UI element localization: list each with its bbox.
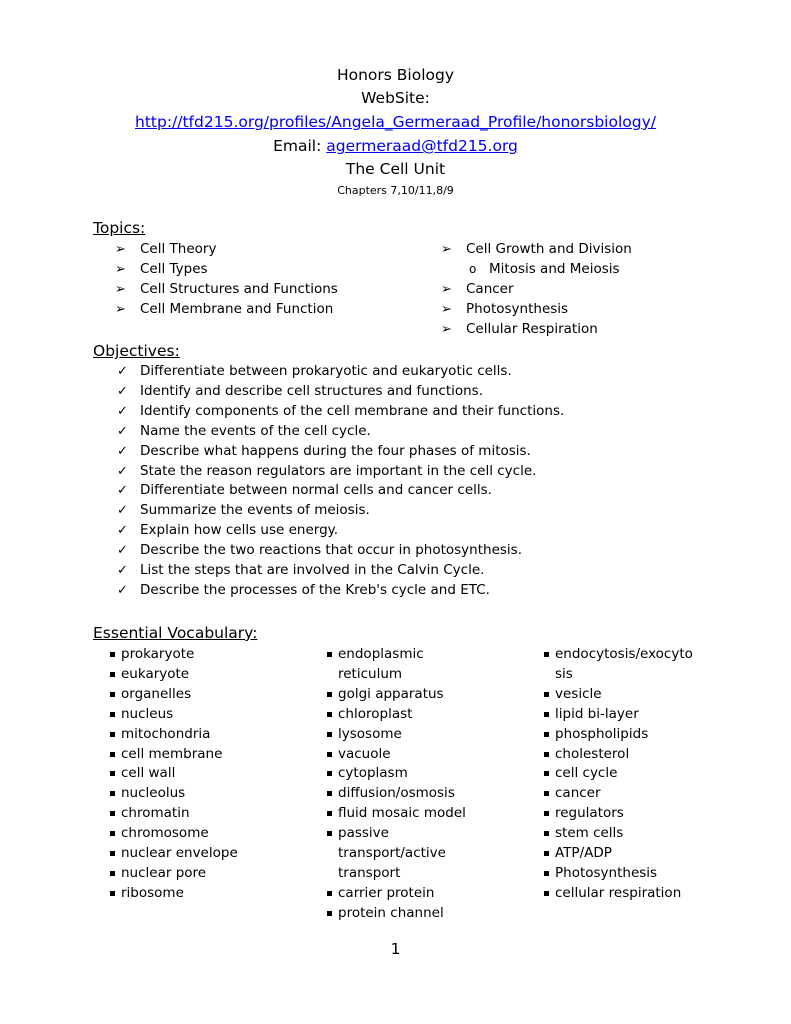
website-label: WebSite:: [361, 89, 430, 107]
list-item: ✓ Differentiate between normal cells and cancer cells.: [115, 481, 564, 501]
square-bullet-icon: [110, 652, 115, 657]
list-item: mitochondria: [110, 725, 238, 745]
list-item: ✓ Describe what happens during the four phases of mitosis.: [115, 442, 564, 462]
list-item: ➢ Cell Growth and Division: [441, 240, 632, 260]
list-item-continuation: transport: [338, 864, 401, 881]
square-bullet-icon: [327, 692, 332, 697]
list-item: nuclear pore: [110, 864, 238, 884]
check-icon: ✓: [117, 582, 128, 598]
square-bullet-icon: [327, 752, 332, 757]
list-item: ✓ Identify and describe cell structures and functions.: [115, 382, 564, 402]
list-item: fluid mosaic model: [327, 804, 466, 824]
square-bullet-icon: [544, 771, 549, 776]
list-item: diffusion/osmosis: [327, 784, 466, 804]
square-bullet-icon: [110, 811, 115, 816]
list-item: protein channel: [327, 904, 466, 924]
square-bullet-icon: [110, 891, 115, 896]
list-item-continuation: sis: [555, 665, 573, 682]
email-line: [0, 137, 791, 155]
objectives-heading: Objectives:: [93, 342, 180, 360]
check-icon: ✓: [117, 563, 128, 579]
list-item: ✓ Name the events of the cell cycle.: [115, 422, 564, 442]
arrow-bullet-icon: ➢: [441, 281, 452, 297]
list-item: ➢ Cancer: [441, 280, 632, 300]
list-item: ➢ Cellular Respiration: [441, 320, 632, 340]
square-bullet-icon: [544, 692, 549, 697]
check-icon: ✓: [117, 443, 128, 459]
list-item: eukaryote: [110, 665, 238, 685]
square-bullet-icon: [544, 871, 549, 876]
square-bullet-icon: [327, 771, 332, 776]
list-item: prokaryote: [110, 645, 238, 665]
list-item: ✓ List the steps that are involved in the Calvin Cycle.: [115, 561, 564, 581]
list-item: ➢ Photosynthesis: [441, 300, 632, 320]
square-bullet-icon: [327, 811, 332, 816]
list-item: chromosome: [110, 824, 238, 844]
list-item: ✓ State the reason regulators are important in the cell cycle.: [115, 462, 564, 482]
arrow-bullet-icon: ➢: [441, 301, 452, 317]
list-item: cell wall: [110, 764, 238, 784]
square-bullet-icon: [327, 831, 332, 836]
list-item: passive: [327, 824, 466, 844]
list-item: ✓ Describe the two reactions that occur in photosynthesis.: [115, 541, 564, 561]
list-item: vacuole: [327, 745, 466, 765]
list-item: phospholipids: [544, 725, 693, 745]
list-item: regulators: [544, 804, 693, 824]
square-bullet-icon: [327, 652, 332, 657]
list-item: cell cycle: [544, 764, 693, 784]
list-item: ➢ Cell Theory: [115, 240, 338, 260]
square-bullet-icon: [110, 672, 115, 677]
list-item: ✓ Describe the processes of the Kreb's cycle and ETC.: [115, 581, 564, 601]
list-item: ribosome: [110, 884, 238, 904]
list-item: carrier protein: [327, 884, 466, 904]
arrow-bullet-icon: ➢: [441, 321, 452, 337]
square-bullet-icon: [110, 732, 115, 737]
list-item: nuclear envelope: [110, 844, 238, 864]
list-item: organelles: [110, 685, 238, 705]
list-item: ATP/ADP: [544, 844, 693, 864]
vocab-column-1: [110, 645, 238, 904]
page-number: 1: [390, 940, 401, 958]
list-item: cholesterol: [544, 745, 693, 765]
list-item-continuation: reticulum: [338, 665, 403, 682]
list-item: Photosynthesis: [544, 864, 693, 884]
square-bullet-icon: [327, 712, 332, 717]
square-bullet-icon: [327, 791, 332, 796]
square-bullet-icon: [544, 752, 549, 757]
circle-bullet-icon: o: [469, 261, 477, 276]
list-item: cellular respiration: [544, 884, 693, 904]
list-item: ✓ Identify components of the cell membrane and their functions.: [115, 402, 564, 422]
arrow-bullet-icon: ➢: [115, 281, 126, 297]
list-item: vesicle: [544, 685, 693, 705]
list-item: chloroplast: [327, 705, 466, 725]
arrow-bullet-icon: ➢: [115, 242, 126, 257]
square-bullet-icon: [544, 811, 549, 816]
list-item: ✓ Summarize the events of meiosis.: [115, 501, 564, 521]
website-link[interactable]: http://tfd215.org/profiles/Angela_Germeraad_Profile/honorsbiology/: [135, 113, 656, 131]
list-item: cancer: [544, 784, 693, 804]
square-bullet-icon: [110, 791, 115, 796]
check-icon: ✓: [117, 423, 128, 439]
square-bullet-icon: [544, 851, 549, 856]
vocab-column-3: [544, 645, 693, 904]
list-item: ➢ Cell Membrane and Function: [115, 300, 338, 320]
arrow-bullet-icon: ➢: [115, 301, 126, 317]
list-item: ➢ Cell Types: [115, 260, 338, 280]
arrow-bullet-icon: ➢: [115, 261, 126, 277]
check-icon: ✓: [117, 364, 128, 379]
square-bullet-icon: [544, 712, 549, 717]
list-item: chromatin: [110, 804, 238, 824]
list-item: nucleus: [110, 705, 238, 725]
list-item: lipid bi-layer: [544, 705, 693, 725]
list-item: endocytosis/exocyto: [544, 645, 693, 665]
topics-left-list: [115, 240, 338, 320]
vocab-column-2: [327, 645, 466, 924]
check-icon: ✓: [117, 463, 128, 479]
check-icon: ✓: [117, 403, 128, 419]
list-item: stem cells: [544, 824, 693, 844]
list-item: golgi apparatus: [327, 685, 466, 705]
square-bullet-icon: [327, 891, 332, 896]
unit-title: The Cell Unit: [345, 160, 446, 178]
square-bullet-icon: [110, 692, 115, 697]
list-item: ➢ Cell Structures and Functions: [115, 280, 338, 300]
square-bullet-icon: [544, 652, 549, 657]
topics-right-list: [441, 240, 632, 340]
vocabulary-heading: Essential Vocabulary:: [93, 624, 258, 642]
email-link[interactable]: agermeraad@tfd215.org: [326, 137, 518, 155]
list-item: lysosome: [327, 725, 466, 745]
course-title: Honors Biology: [336, 66, 455, 84]
square-bullet-icon: [110, 771, 115, 776]
list-item-continuation: transport/active: [338, 845, 446, 862]
square-bullet-icon: [110, 752, 115, 757]
list-subitem: o Mitosis and Meiosis: [441, 260, 632, 280]
square-bullet-icon: [110, 712, 115, 717]
list-item: endoplasmic: [327, 645, 466, 665]
square-bullet-icon: [110, 851, 115, 856]
square-bullet-icon: [544, 831, 549, 836]
chapters: Chapters 7,10/11,8/9: [337, 184, 454, 197]
arrow-bullet-icon: ➢: [441, 242, 452, 257]
objectives-list: [115, 362, 564, 601]
check-icon: ✓: [117, 503, 128, 519]
square-bullet-icon: [110, 831, 115, 836]
square-bullet-icon: [544, 891, 549, 896]
list-item: ✓ Differentiate between prokaryotic and eukaryotic cells.: [115, 362, 564, 382]
check-icon: ✓: [117, 543, 128, 559]
check-icon: ✓: [117, 483, 128, 499]
square-bullet-icon: [327, 732, 332, 737]
list-item: ✓ Explain how cells use energy.: [115, 521, 564, 541]
square-bullet-icon: [327, 911, 332, 916]
check-icon: ✓: [117, 383, 128, 399]
square-bullet-icon: [110, 871, 115, 876]
email-label: Email:: [273, 137, 322, 155]
square-bullet-icon: [544, 791, 549, 796]
check-icon: ✓: [117, 523, 128, 539]
list-item: cell membrane: [110, 745, 238, 765]
square-bullet-icon: [544, 732, 549, 737]
list-item: cytoplasm: [327, 764, 466, 784]
list-item: nucleolus: [110, 784, 238, 804]
topics-heading: Topics:: [93, 219, 146, 237]
